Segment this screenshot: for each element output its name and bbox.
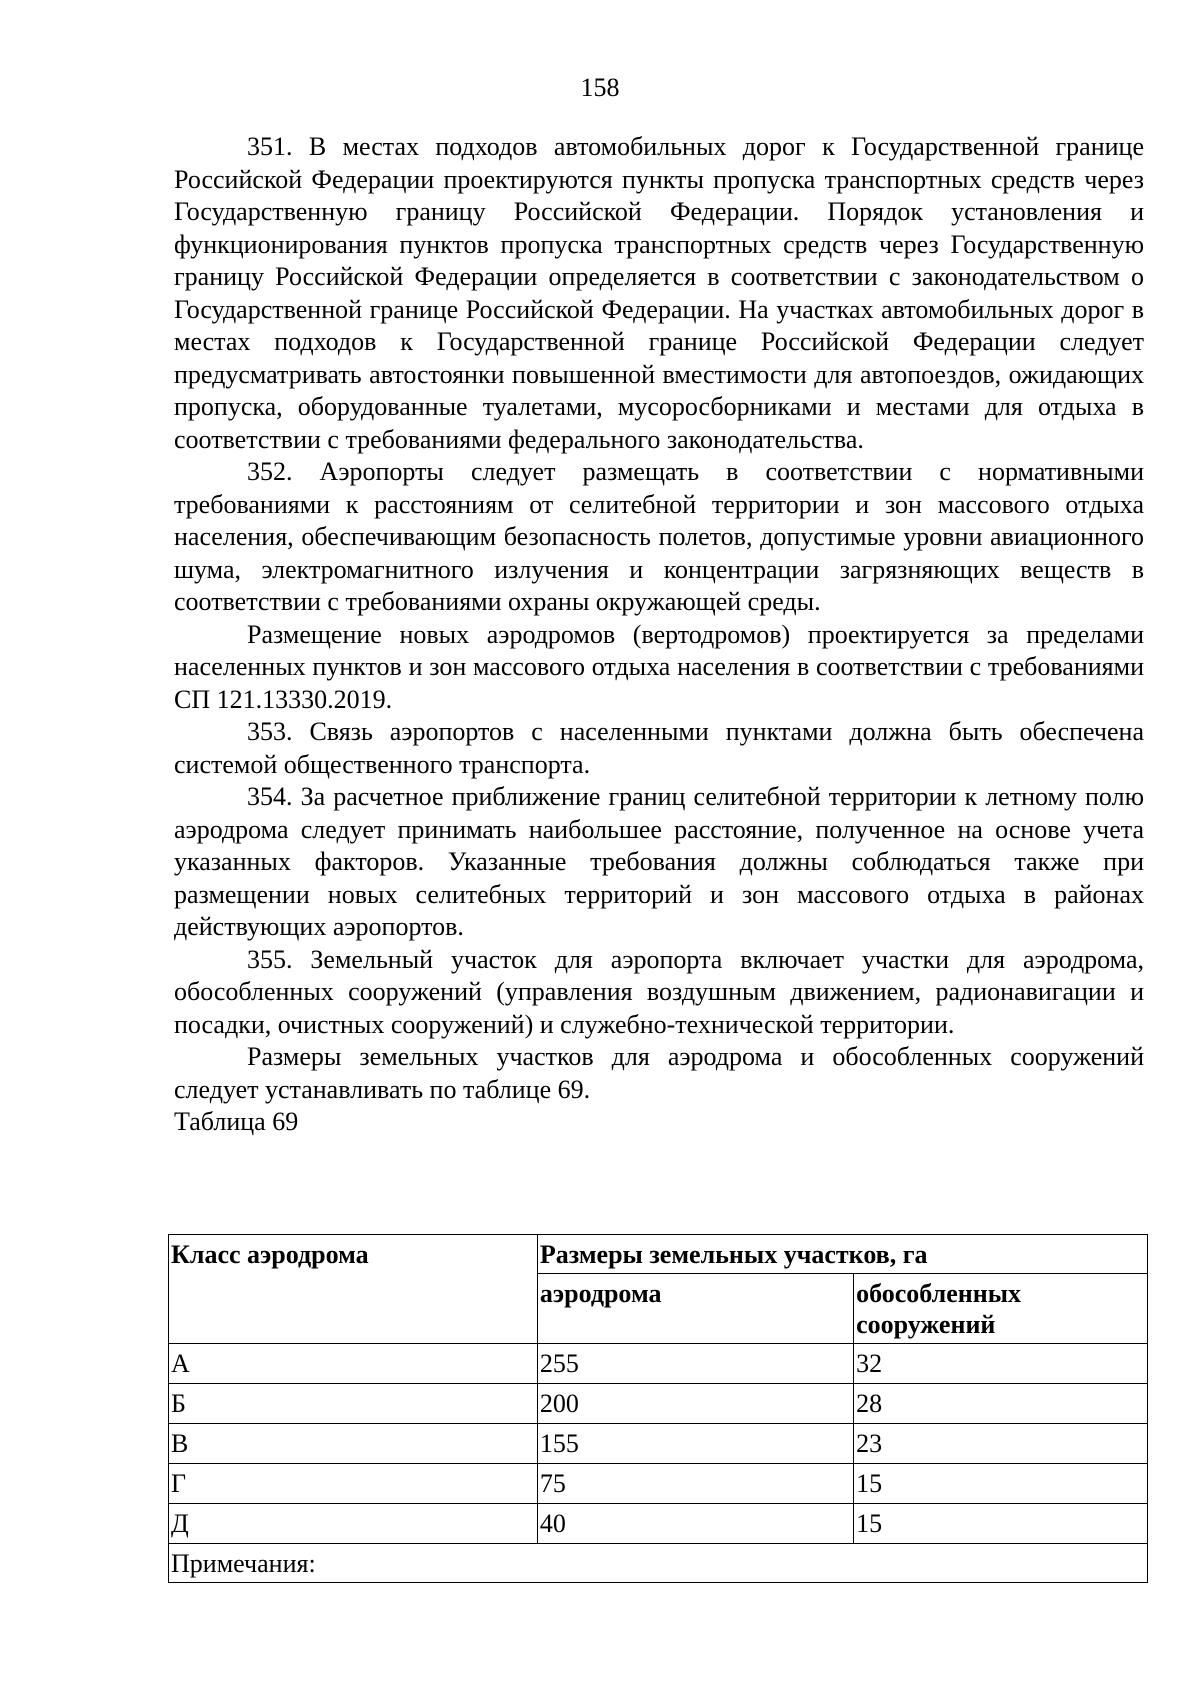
cell-separate: 15 [854,1504,1148,1544]
paragraph-land-sizes: Размеры земельных участков для аэродрома и обособленных сооружений следует устанавливать по таблице 69. [174,1042,1144,1104]
header-class: Класс аэродрома [169,1235,538,1344]
table-row [169,1424,1148,1464]
cell-aerodrome: 75 [537,1464,853,1504]
cell-separate: 32 [854,1344,1148,1384]
header-aerodrome: аэродрома [537,1274,853,1344]
cell-class: В [169,1424,538,1464]
paragraph-355: 355. Земельный участок для аэропорта включает участки для аэродрома, обособленных сооружений (управления воздушным движением, радионавигации и посадки, очистных сооружений) и служебно-технической территории. [174,944,1144,1039]
table-row [169,1384,1148,1424]
cell-class: Д [169,1504,538,1544]
cell-class: Б [169,1384,538,1424]
header-separate-structures: обособленных сооружений [854,1274,1148,1344]
cell-separate: 28 [854,1384,1148,1424]
paragraph-353: 353. Связь аэропортов с населенными пунктами должна быть обеспечена системой общественного транспорта. [174,717,1144,779]
cell-separate: 23 [854,1424,1148,1464]
cell-aerodrome: 200 [537,1384,853,1424]
page-number: 158 [580,73,620,102]
header-sizes: Размеры земельных участков, га [537,1235,1147,1274]
cell-aerodrome: 40 [537,1504,853,1544]
table-row [169,1344,1148,1384]
table-row [169,1464,1148,1504]
cell-class: Г [169,1464,538,1504]
cell-aerodrome: 155 [537,1424,853,1464]
table-caption: Таблица 69 [174,1107,299,1136]
paragraph-351: 351. В местах подходов автомобильных дорог к Государственной границе Российской Федерации проектируются пункты пропуска транспортных средств через Государственную границу Российской Федерации. Порядок установления и функционирования пунктов пропуска транспортных средств через Государственную границу Российской Федерации определяется в соответствии с законодательством о Государственной границе Российской Федерации. На участках автомобильных дорог в местах подходов к Государственной границе Российской Федерации следует предусматривать автостоянки повышенной вместимости для автопоездов, ожидающих пропуска, оборудованные туалетами, мусоросборниками и местами для отдыха в соответствии с требованиями федерального законодательства. [174,132,1144,454]
document-body [174,131,1144,1139]
land-size-table [168,1234,1148,1583]
cell-aerodrome: 255 [537,1344,853,1384]
paragraph-352: 352. Аэропорты следует размещать в соответствии с нормативными требованиями к расстояниям от селитебной территории и зон массового отдыха населения, обеспечивающим безопасность полетов, допустимые уровни авиационного шума, электромагнитного излучения и концентрации загрязняющих веществ в соответствии с требованиями охраны окружающей среды. [174,457,1144,616]
paragraph-354: 354. За расчетное приближение границ селитебной территории к летному полю аэродрома следует принимать наибольшее расстояние, полученное на основе учета указанных факторов. Указанные требования должны соблюдаться также при размещении новых селитебных территорий и зон массового отдыха в районах действующих аэропортов. [174,782,1144,941]
notes-label: Примечания: [169,1544,1148,1583]
cell-class: А [169,1344,538,1384]
table-row [169,1504,1148,1544]
cell-separate: 15 [854,1464,1148,1504]
table-header-row [169,1235,1148,1274]
table-notes-row [169,1544,1148,1583]
paragraph-aerodrome-placement: Размещение новых аэродромов (вертодромов) проектируется за пределами населенных пунктов и зон массового отдыха населения в соответствии с требованиями СП 121.13330.2019. [174,619,1144,714]
